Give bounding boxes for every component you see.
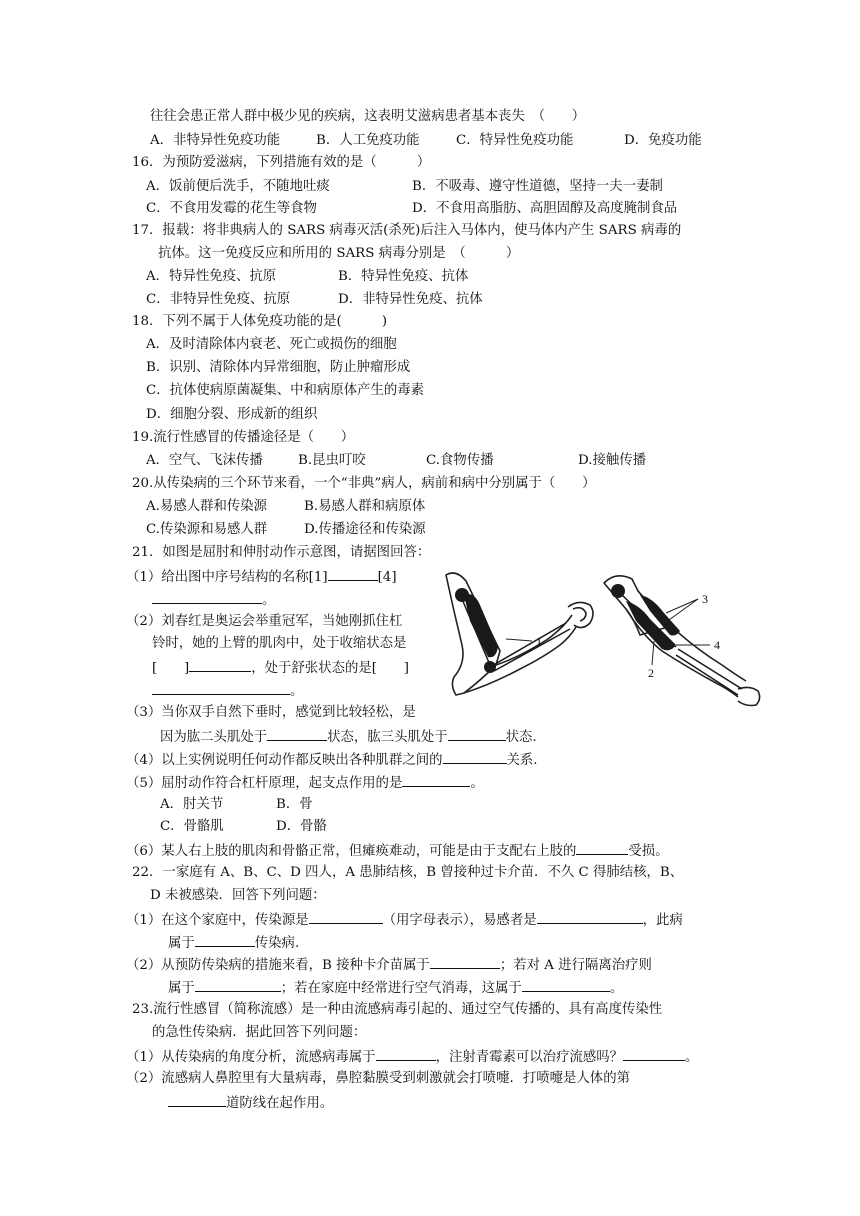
q22-part1-text5: 传染病. — [254, 936, 300, 951]
bracket-blank: [ ] — [152, 661, 190, 676]
q23-stem-line2: 的急性传染病．据此回答下列问题： — [152, 1025, 367, 1040]
period: 。 — [685, 1050, 699, 1065]
period: 。 — [290, 684, 304, 699]
q22-part1-text2: （用字母表示），易感者是 — [382, 913, 537, 928]
q21-part3-line2 — [160, 726, 537, 748]
q21-part5-option-b: B．骨 — [276, 797, 313, 812]
q21-part3-line1: （3）当你双手自然下垂时，感觉到比较轻松，是 — [126, 705, 416, 720]
blank-16[interactable] — [376, 1046, 436, 1061]
extended-upper-arm-outline — [604, 576, 668, 635]
q21-part4 — [126, 749, 538, 771]
q17-option-c: C．非特异性免疫、抗原 — [146, 292, 291, 307]
q16-stem: 16．为预防爱滋病，下列措施有效的是（ ） — [132, 155, 431, 170]
blank-10[interactable] — [309, 909, 383, 924]
q20-option-a: A.易感人群和传染源 — [146, 499, 268, 514]
q18-stem: 18．下列不属于人体免疫功能的是( ) — [132, 314, 388, 329]
q22-part2-text4: ；若在家庭中经常进行空气消毒，这属于 — [280, 981, 522, 996]
q23-part1-text2: ，注射青霉素可以治疗流感吗？ — [435, 1050, 624, 1065]
q21-part2-line4 — [152, 680, 303, 702]
q20-option-d: D.传播途径和传染源 — [304, 522, 426, 537]
q16-option-a: A．饭前便后洗手，不随地吐痰 — [146, 179, 330, 194]
q23-part1 — [126, 1046, 698, 1068]
q21-part3-text3: 状态. — [505, 730, 537, 745]
q21-part2-line3 — [152, 657, 409, 679]
fig-label-2: 2 — [648, 666, 654, 680]
q21-part2-line2: 铃时，她的上臂的肌肉中，处于收缩状态是 — [152, 636, 407, 651]
q16-option-b: B．不吸毒、遵守性道德，坚持一夫一妻制 — [412, 179, 663, 194]
q18-option-c: C．抗体使病原菌凝集、中和病原体产生的毒素 — [146, 383, 425, 398]
q18-option-b: B．识别、清除体内异常细胞，防止肿瘤形成 — [146, 360, 411, 375]
blank-1[interactable] — [328, 566, 378, 581]
q19-option-c: C.食物传播 — [426, 453, 494, 468]
q19-option-b: B.昆虫叮咬 — [298, 453, 366, 468]
q21-part5-text: （5）屈肘动作符合杠杆原理，起支点作用的是 — [126, 776, 403, 791]
q17-stem-line1: 17．报载：将非典病人的 SARS 病毒灭活(杀死)后注入马体内，使马体内产生 SARS 病毒的 — [132, 223, 682, 238]
q17-option-d: D．非特异性免疫、抗体 — [338, 292, 483, 307]
q21-part4-text: （4）以上实例说明任何动作都反映出各种肌群之间的 — [126, 753, 443, 768]
q23-part1-text1: （1）从传染病的角度分析，流感病毒属于 — [126, 1050, 376, 1065]
q21-part1-label: （1）给出图中序号结构的名称[1] — [126, 570, 328, 585]
q15-option-b: B．人工免疫功能 — [316, 133, 420, 148]
q21-part6-end: 受损。 — [628, 844, 669, 859]
q16-option-d: D．不食用高脂肪、高胆固醇及高度腌制食品 — [412, 201, 678, 216]
q17-option-a: A．特异性免疫、抗原 — [146, 269, 277, 284]
q22-part1-line1 — [126, 909, 683, 931]
extended-hand-outline — [738, 687, 760, 705]
q23-stem-line1: 23.流行性感冒（简称流感）是一种由流感病毒引起的、通过空气传播的、具有高度传染性 — [132, 1002, 663, 1017]
blank-9[interactable] — [576, 840, 628, 855]
q21-part2-relax-text: ，处于舒张状态的是[ ] — [251, 661, 409, 676]
fig-label-4: 4 — [714, 638, 720, 652]
q21-part6 — [126, 840, 669, 862]
fig-label-3: 3 — [702, 592, 708, 606]
q17-option-b: B．特异性免疫、抗体 — [338, 269, 469, 284]
q22-part2-text2: ；若对 A 进行隔离治疗则 — [499, 958, 652, 973]
blank-17[interactable] — [623, 1046, 685, 1061]
q21-part1-label4: [4] — [377, 570, 397, 585]
q22-part2-line1 — [126, 954, 652, 976]
blank-7[interactable] — [443, 749, 507, 764]
q21-part6-text: （6）某人右上肢的肌肉和骨骼正常，但瘫痪难动，可能是由于支配右上肢的 — [126, 844, 577, 859]
q17-stem-line2: 抗体。这一免疫反应和所用的 SARS 病毒分别是 （ ） — [158, 246, 520, 261]
q20-option-c: C.传染源和易感人群 — [146, 522, 268, 537]
q21-part5-option-a: A．肘关节 — [160, 797, 224, 812]
q21-part2-line1: （2）刘春红是奥运会举重冠军，当她刚抓住杠 — [126, 614, 403, 629]
q23-part2-line1: （2）流感病人鼻腔里有大量病毒，鼻腔黏膜受到刺激就会打喷嚏．打喷嚏是人体的第 — [126, 1071, 630, 1086]
q19-option-a: A．空气、飞沫传播 — [146, 453, 263, 468]
q22-part1-text4: 属于 — [168, 936, 195, 951]
q16-option-c: C．不食用发霉的花生等食物 — [146, 201, 317, 216]
q22-stem-line1: 22．一家庭有 A、B、C、D 四人，A 患肺结核，B 曾接种过卡介苗．不久 C 得肺结核，B、 — [132, 865, 684, 880]
blank-15[interactable] — [522, 977, 610, 992]
q22-stem-line2: D 未被感染．回答下列问题： — [150, 888, 326, 903]
q20-option-b: B.易感人群和病原体 — [304, 499, 426, 514]
q21-part3-text2: 状态，肱三头肌处于 — [327, 730, 448, 745]
q21-part1-cont — [152, 589, 275, 611]
blank-12[interactable] — [195, 932, 255, 947]
biceps-muscle-flexed — [464, 594, 498, 657]
q19-option-d: D.接触传播 — [578, 453, 647, 468]
blank-4[interactable] — [152, 680, 290, 695]
q15-option-a: A．非特异性免疫功能 — [150, 133, 281, 148]
q15-option-c: C．特异性免疫功能 — [456, 133, 574, 148]
period: 。 — [262, 593, 276, 608]
q18-option-a: A．及时清除体内衰老、死亡或损伤的细胞 — [146, 337, 397, 352]
blank-18[interactable] — [168, 1092, 226, 1107]
blank-6[interactable] — [448, 726, 506, 741]
q19-stem: 19.流行性感冒的传播途径是（ ） — [132, 430, 355, 445]
q22-part1-text1: （1）在这个家庭中，传染源是 — [126, 913, 309, 928]
q21-part5 — [126, 772, 484, 794]
q15-stem-tail: 往往会患正常人群中极少见的疾病，这表明艾滋病患者基本丧失 （ ） — [150, 109, 586, 124]
q18-option-d: D．细胞分裂、形成新的组织 — [146, 407, 318, 422]
q20-stem: 20.从传染病的三个环节来看，一个“非典”病人，病前和病中分别属于（ ） — [132, 476, 596, 491]
q21-part3-text1: 因为肱二头肌处于 — [160, 730, 268, 745]
q22-part1-text3: ，此病 — [642, 913, 683, 928]
q23-part2-text2: 道防线在起作用。 — [226, 1096, 334, 1111]
period: 。 — [470, 776, 484, 791]
q22-part1-line2 — [168, 932, 299, 954]
q23-part2-line2 — [168, 1092, 333, 1114]
q22-part2-text3: 属于 — [168, 981, 195, 996]
period: 。 — [609, 981, 624, 996]
blank-8[interactable] — [402, 772, 470, 787]
arm-flexion-extension-figure — [440, 565, 770, 715]
blank-11[interactable] — [537, 909, 643, 924]
q21-part4-end: 关系. — [506, 753, 538, 768]
blank-2[interactable] — [152, 589, 262, 604]
q21-part1 — [126, 566, 397, 588]
blank-13[interactable] — [430, 954, 500, 969]
fig-label-1: 1 — [536, 634, 542, 648]
q15-option-d: D．免疫功能 — [624, 133, 702, 148]
q21-part5-option-c: C．骨骼肌 — [160, 819, 224, 834]
blank-3[interactable] — [189, 657, 251, 672]
blank-14[interactable] — [195, 977, 281, 992]
q21-part5-option-d: D．骨骼 — [276, 819, 327, 834]
q21-stem: 21．如图是屈肘和伸肘动作示意图，请据图回答： — [132, 545, 431, 560]
q22-part2-line2 — [168, 977, 623, 999]
q22-part2-text1: （2）从预防传染病的措施来看，B 接种卡介苗属于 — [126, 958, 430, 973]
blank-5[interactable] — [267, 726, 327, 741]
